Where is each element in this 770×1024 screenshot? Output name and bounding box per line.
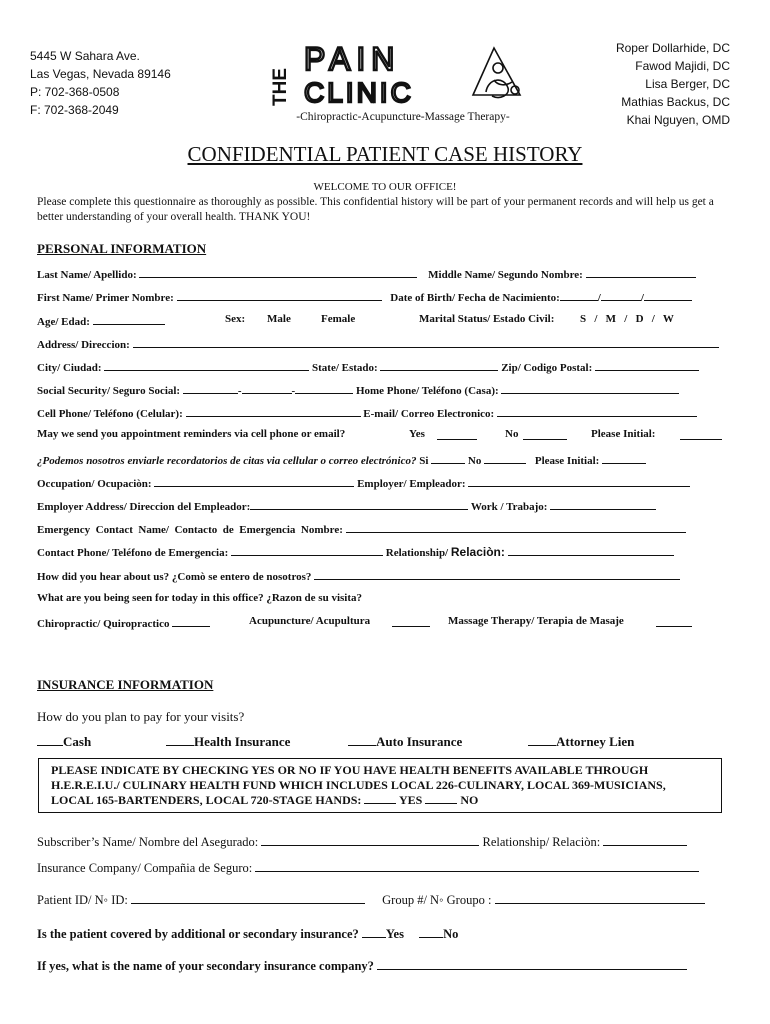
marital-status-options[interactable]: S / M / D / W bbox=[580, 313, 674, 325]
row-cell-email bbox=[37, 405, 737, 420]
row-seen-for bbox=[37, 592, 737, 604]
reminders-si-field[interactable] bbox=[431, 452, 465, 464]
doctor-name: Mathias Backus, DC bbox=[621, 95, 730, 109]
sex-male-option[interactable]: Male bbox=[267, 313, 291, 325]
reminders-question-es: ¿Podemos nosotros enviarle recordatorios de citas via cellular o correo electrónico bbox=[37, 455, 411, 467]
personal-info-heading: PERSONAL INFORMATION bbox=[37, 241, 207, 256]
reminders-initial-es-field[interactable] bbox=[602, 452, 646, 464]
emergency-contact-label: Emergency Contact Name/ Contacto de Emergencia Nombre: bbox=[37, 524, 343, 536]
row-ssn: Social Security/ Seguro Social: - - Home Phone/ Teléfono (Casa): bbox=[37, 382, 737, 397]
patient-id-field[interactable] bbox=[131, 892, 365, 904]
row-age-sex bbox=[37, 313, 737, 328]
city-field[interactable] bbox=[104, 359, 309, 371]
acupuncture-field[interactable] bbox=[392, 615, 430, 627]
row-contact-phone bbox=[37, 544, 737, 559]
address-field[interactable] bbox=[133, 336, 719, 348]
group-number-field[interactable] bbox=[495, 892, 705, 904]
notice-no-label: NO bbox=[460, 793, 479, 807]
row-patient-id bbox=[37, 892, 737, 908]
home-phone-label: Home Phone/ Teléfono (Casa): bbox=[355, 385, 499, 397]
employer-field[interactable] bbox=[468, 475, 690, 487]
middle-name-label: Middle Name/ Segundo Nombre: bbox=[428, 269, 583, 281]
doctor-name: Lisa Berger, DC bbox=[645, 77, 730, 91]
age-label: Age/ Edad: bbox=[37, 316, 90, 328]
secondary-name-field[interactable] bbox=[377, 958, 687, 970]
occupation-field[interactable] bbox=[154, 475, 354, 487]
doctor-name: Khai Nguyen, OMD bbox=[626, 113, 730, 127]
email-field[interactable] bbox=[497, 405, 697, 417]
sex-label: Sex: bbox=[225, 313, 246, 325]
row-occupation bbox=[37, 475, 737, 490]
ins-relationship-field[interactable] bbox=[603, 834, 687, 846]
logo-figure-icon bbox=[473, 48, 520, 97]
row-first-name: First Name/ Primer Nombre: Date of Birth/ Fecha de Nacimiento: / / bbox=[37, 289, 737, 304]
row-address bbox=[37, 336, 737, 351]
clinic-phone: P: 702-368-0508 bbox=[30, 85, 120, 99]
notice-text: PLEASE INDICATE BY CHECKING YES OR NO IF YOU HAVE HEALTH BENEFITS AVAILABLE THROUGH H.E.R.E.I.U./ CULINARY HEALTH FUND WHICH INCLUDES LOCAL 226-CULINARY, LOCAL 369-MUSICIANS, LOCAL 165-BARTENDERS, LOCAL 720-STAGE HANDS: bbox=[51, 763, 666, 807]
seen-for-question: What are you being seen for today in this office? ¿Razon de su visita? bbox=[37, 592, 363, 604]
contact-phone-field[interactable] bbox=[231, 544, 383, 556]
zip-field[interactable] bbox=[595, 359, 699, 371]
contact-phone-label: Contact Phone/ Teléfono de Emergencia: bbox=[37, 547, 229, 559]
row-city bbox=[37, 359, 737, 374]
clinic-address bbox=[30, 47, 171, 119]
chiropractic-field[interactable] bbox=[172, 615, 210, 627]
emergency-contact-field[interactable] bbox=[346, 521, 686, 533]
row-subscriber bbox=[37, 834, 737, 850]
work-phone-field[interactable] bbox=[550, 498, 656, 510]
reminders-no-field[interactable] bbox=[523, 428, 567, 440]
first-name-field[interactable] bbox=[177, 289, 382, 301]
reminders-no-es-label: No bbox=[467, 455, 482, 467]
email-label: E-mail/ Correo Electronico: bbox=[363, 408, 495, 420]
massage-field[interactable] bbox=[656, 615, 692, 627]
doctor-name: Roper Dollarhide, DC bbox=[615, 41, 730, 55]
state-field[interactable] bbox=[380, 359, 498, 371]
reminders-no-label: No bbox=[505, 428, 519, 440]
ssn-part1-field[interactable] bbox=[183, 382, 238, 394]
age-field[interactable] bbox=[93, 313, 165, 325]
reminders-initial-es-label: Please Initial: bbox=[534, 455, 600, 467]
group-number-label: Group #/ N◦ Groupo : bbox=[382, 893, 492, 907]
secondary-yes-label: Yes bbox=[385, 927, 404, 941]
employer-address-label: Employer Address/ Direccion del Empleador: bbox=[37, 501, 251, 513]
relationship-label: Relationship/ bbox=[385, 547, 449, 559]
subscriber-label: Subscriber’s Name/ Nombre del Asegurado: bbox=[37, 835, 259, 849]
secondary-insurance-question: Is the patient covered by additional or secondary insurance? bbox=[37, 927, 359, 941]
employer-address-field[interactable] bbox=[250, 498, 468, 510]
insurance-company-field[interactable] bbox=[255, 860, 699, 872]
pay-health-label: Health Insurance bbox=[194, 734, 291, 749]
address-label: Address/ Direccion: bbox=[37, 339, 130, 351]
first-name-label: First Name/ Primer Nombre: bbox=[37, 292, 174, 304]
pay-auto-label: Auto Insurance bbox=[376, 734, 463, 749]
pay-cash-label: Cash bbox=[63, 734, 92, 749]
row-names bbox=[37, 266, 737, 281]
home-phone-field[interactable] bbox=[501, 382, 679, 394]
reminders-question: May we send you appointment reminders via cell phone or email? bbox=[37, 428, 346, 440]
reminders-initial-field[interactable] bbox=[680, 428, 722, 440]
doctor-list bbox=[616, 39, 730, 129]
row-employer-address bbox=[37, 498, 737, 513]
patient-id-label: Patient ID/ N◦ ID: bbox=[37, 893, 128, 907]
marital-status-label: Marital Status/ Estado Civil: bbox=[419, 313, 555, 325]
welcome-text: WELCOME TO OUR OFFICE! bbox=[313, 181, 457, 193]
massage-label: Massage Therapy/ Terapia de Masaje bbox=[448, 615, 624, 627]
logo-the-text: THE bbox=[270, 68, 291, 106]
occupation-label: Occupation/ Ocupaciòn: bbox=[37, 478, 152, 490]
cell-phone-label: Cell Phone/ Teléfono (Celular): bbox=[37, 408, 183, 420]
pay-cash-option[interactable] bbox=[37, 734, 91, 750]
insurance-info-heading: INSURANCE INFORMATION bbox=[37, 677, 214, 692]
clinic-fax: F: 702-368-2049 bbox=[30, 103, 119, 117]
pay-question: How do you plan to pay for your visits? bbox=[37, 709, 245, 724]
work-phone-label: Work / Trabajo: bbox=[470, 501, 548, 513]
dob-month-field[interactable] bbox=[560, 289, 598, 301]
dob-year-field[interactable] bbox=[644, 289, 692, 301]
logo-clinic-text: CLINIC bbox=[304, 77, 414, 108]
pay-auto-option[interactable] bbox=[348, 734, 462, 750]
secondary-no-label: No bbox=[443, 927, 459, 941]
hear-about-label: How did you hear about us? ¿Comò se entero de nosotros? bbox=[37, 571, 312, 583]
relacion-label: Relaciòn: bbox=[450, 545, 505, 559]
pay-attorney-label: Attorney Lien bbox=[556, 734, 635, 749]
row-secondary-insurance bbox=[37, 926, 737, 942]
clinic-logo bbox=[268, 40, 538, 130]
middle-name-field[interactable] bbox=[586, 266, 696, 278]
row-reminders bbox=[37, 428, 737, 440]
culinary-fund-notice bbox=[38, 758, 722, 813]
reminders-yes-label: Yes bbox=[409, 428, 425, 440]
insurance-company-label: Insurance Company/ Compañia de Seguro: bbox=[37, 861, 253, 875]
subscriber-field[interactable] bbox=[261, 834, 479, 846]
ins-relationship-label: Relationship/ Relaciòn: bbox=[482, 835, 601, 849]
pay-health-option[interactable] bbox=[166, 734, 290, 750]
row-secondary-name bbox=[37, 958, 737, 974]
intro-paragraph: Please complete this questionnaire as thoroughly as possible. This confidential history will be part of your permanent records and will help us get a better understanding of your overall health. THANK YOU! bbox=[37, 196, 714, 223]
secondary-name-label: If yes, what is the name of your secondary insurance company? bbox=[37, 959, 374, 973]
logo-pain-text: PAIN bbox=[304, 41, 401, 77]
row-services bbox=[37, 615, 737, 630]
notice-yes-field[interactable] bbox=[364, 793, 396, 804]
reminders-no-es-field[interactable] bbox=[484, 452, 526, 464]
relationship-field[interactable] bbox=[508, 544, 674, 556]
ssn-label: Social Security/ Seguro Social: bbox=[37, 385, 181, 397]
row-reminders-es: ¿Podemos nosotros enviarle recordatorios de citas via cellular o correo electrónico? Si No Please Initial: bbox=[37, 452, 737, 467]
zip-label: Zip/ Codigo Postal: bbox=[501, 362, 593, 374]
reminders-initial-label: Please Initial: bbox=[591, 428, 656, 440]
dob-day-field[interactable] bbox=[601, 289, 641, 301]
logo-tagline: -Chiropractic-Acupuncture-Massage Therapy- bbox=[296, 111, 510, 123]
pay-attorney-option[interactable] bbox=[528, 734, 634, 750]
ssn-part2-field[interactable] bbox=[242, 382, 292, 394]
row-emergency-contact bbox=[37, 521, 737, 536]
doctor-name: Fawod Majidi, DC bbox=[635, 59, 730, 73]
secondary-yes-field[interactable] bbox=[362, 926, 386, 938]
last-name-field[interactable] bbox=[139, 266, 417, 278]
cell-phone-field[interactable] bbox=[186, 405, 361, 417]
address-street: 5445 W Sahara Ave. bbox=[30, 49, 140, 63]
chiropractic-label: Chiropractic/ Quiropractico bbox=[37, 618, 170, 630]
employer-label: Employer/ Empleador: bbox=[357, 478, 466, 490]
row-insurance-company bbox=[37, 860, 737, 876]
last-name-label: Last Name/ Apellido: bbox=[37, 269, 137, 281]
page-title: CONFIDENTIAL PATIENT CASE HISTORY bbox=[187, 142, 583, 166]
row-hear-about bbox=[37, 568, 737, 583]
notice-no-field[interactable] bbox=[425, 793, 457, 804]
secondary-no-field[interactable] bbox=[419, 926, 443, 938]
dob-label: Date of Birth/ Fecha de Nacimiento: bbox=[390, 292, 560, 304]
acupuncture-label: Acupuncture/ Acupultura bbox=[249, 615, 371, 627]
address-city: Las Vegas, Nevada 89146 bbox=[30, 67, 171, 81]
notice-yes-label: YES bbox=[398, 793, 423, 807]
city-label: City/ Ciudad: bbox=[37, 362, 102, 374]
reminders-si-label: Si bbox=[419, 455, 429, 467]
state-label: State/ Estado: bbox=[312, 362, 378, 374]
ssn-part3-field[interactable] bbox=[295, 382, 353, 394]
reminders-yes-field[interactable] bbox=[437, 428, 477, 440]
hear-about-field[interactable] bbox=[314, 568, 680, 580]
sex-female-option[interactable]: Female bbox=[321, 313, 356, 325]
